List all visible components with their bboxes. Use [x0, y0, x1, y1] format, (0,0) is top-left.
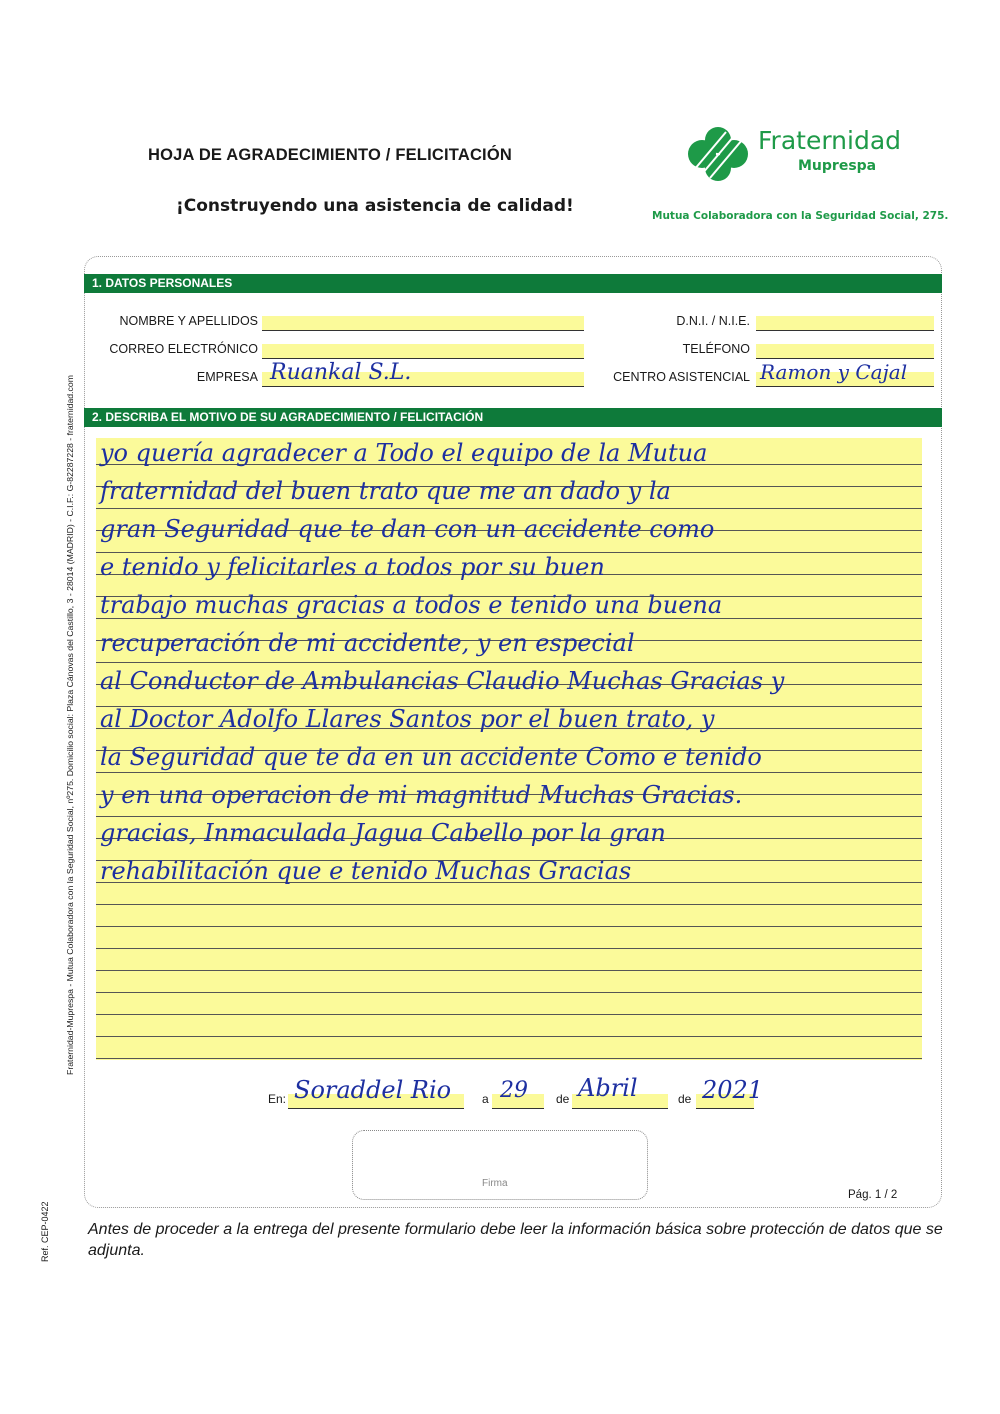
message-line: fraternidad del buen trato que me an dado y la — [100, 477, 671, 505]
day-label: a — [482, 1092, 489, 1106]
clover-logo-icon — [680, 126, 756, 182]
month-value: Abril — [578, 1074, 638, 1102]
brand-name: Fraternidad — [758, 126, 902, 155]
day-value: 29 — [500, 1078, 528, 1103]
name-label: NOMBRE Y APELLIDOS — [119, 314, 258, 328]
brand-subname: Muprespa — [798, 158, 877, 174]
mutua-caption: Mutua Colaboradora con la Seguridad Social, 275. — [652, 210, 949, 222]
company-label: EMPRESA — [196, 370, 258, 384]
page-number: Pág. 1 / 2 — [848, 1189, 898, 1201]
data-protection-notice: Antes de proceder a la entrega del presente formulario debe leer la información básica sobre protección de datos que se adjunta. — [88, 1221, 943, 1259]
message-line: gracias, Inmaculada Jagua Cabello por la gran — [100, 819, 666, 847]
center-label: CENTRO ASISTENCIAL — [613, 370, 750, 384]
place-label: En: — [268, 1092, 287, 1106]
signature-box[interactable] — [352, 1130, 648, 1200]
section-reason-heading: 2. DESCRIBA EL MOTIVO DE SU AGRADECIMIENTO / FELICITACIÓN — [84, 408, 942, 427]
message-line: gran Seguridad que te dan con un accidente como — [100, 515, 715, 543]
message-line: y en una operacion de mi magnitud Muchas Gracias. — [100, 781, 743, 809]
phone-field[interactable] — [756, 344, 934, 359]
name-field[interactable] — [262, 316, 584, 331]
message-line: recuperación de mi accidente, y en especial — [100, 629, 635, 657]
message-line: al Conductor de Ambulancias Claudio Muchas Gracias y — [100, 667, 785, 695]
message-line: trabajo muchas gracias a todos e tenido una buena — [100, 591, 723, 619]
email-label: CORREO ELECTRÓNICO — [109, 342, 258, 356]
message-line: e tenido y felicitarles a todos por su buen — [100, 553, 605, 581]
legal-side-text: Fraternidad-Muprespa - Mutua Colaboradora con la Seguridad Social, nº275. Domicilio social: Plaza Cánovas del Castillo, 3 - 28014 (MADRID) - C.I.F.: G-82287228 - fraternidad.com — [65, 375, 75, 1075]
dni-label: D.N.I. / N.I.E. — [676, 314, 750, 328]
section-personal-data-heading: 1. DATOS PERSONALES — [84, 274, 942, 293]
center-value: Ramon y Cajal — [760, 360, 908, 384]
year-value: 2021 — [702, 1076, 764, 1104]
place-value: Soraddel Rio — [294, 1076, 452, 1104]
email-field[interactable] — [262, 344, 584, 359]
month-label: de — [556, 1092, 570, 1106]
company-value: Ruankal S.L. — [270, 360, 412, 385]
signature-label: Firma — [482, 1178, 508, 1189]
year-label: de — [678, 1092, 692, 1106]
form-subtitle: ¡Construyendo una asistencia de calidad! — [176, 196, 574, 216]
phone-label: TELÉFONO — [682, 342, 750, 356]
message-line: al Doctor Adolfo Llares Santos por el buen trato, y — [100, 705, 715, 733]
form-title: HOJA DE AGRADECIMIENTO / FELICITACIÓN — [148, 146, 512, 164]
dni-field[interactable] — [756, 316, 934, 331]
message-line: yo quería agradecer a Todo el equipo de la Mutua — [100, 439, 708, 467]
message-line: la Seguridad que te da en un accidente Como e tenido — [100, 743, 762, 771]
form-reference: Ref. CEP-0422 — [40, 1201, 50, 1262]
message-line: rehabilitación que e tenido Muchas Gracias — [100, 857, 632, 885]
